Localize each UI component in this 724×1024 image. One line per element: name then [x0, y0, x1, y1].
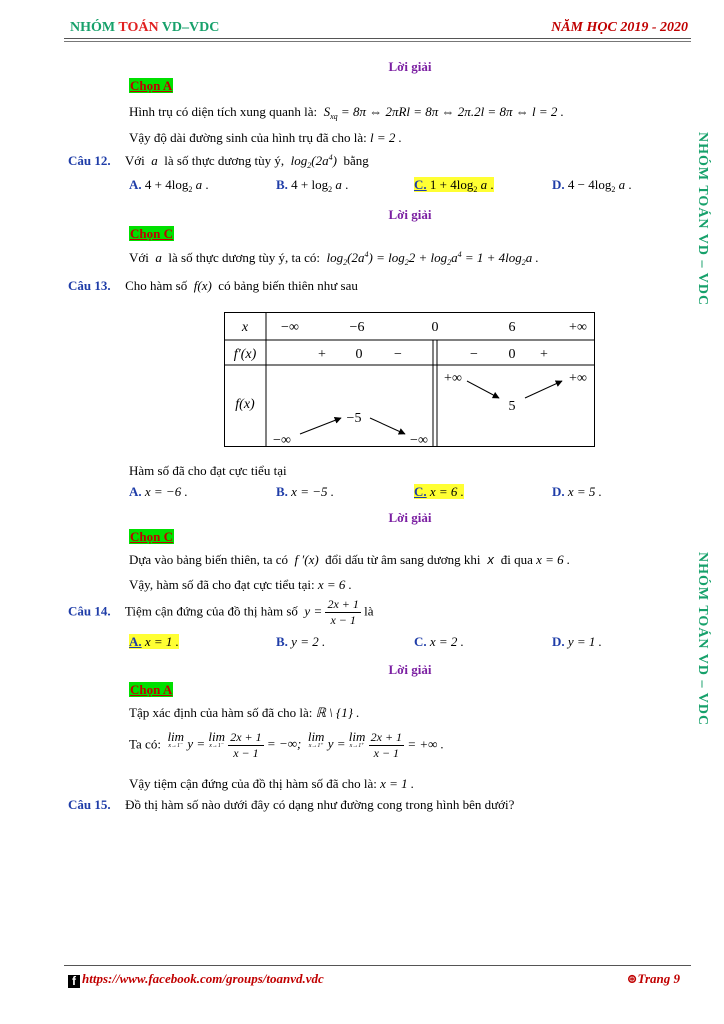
side-label-bottom: NHÓM TOÁN VD – VDC — [695, 552, 710, 727]
q14-sol-line2: Ta có: lim x→1⁻ y = lim x→1⁻ $\frac{2x + 1}{x - 1}$ = −∞; lim x→1⁺ y = lim x→1⁺ $\frac{2x + 1}{x - 1}$ = +∞ . — [129, 729, 444, 760]
q14-option-d-letter: D. — [552, 634, 565, 649]
header-group-c: VD–VDC — [161, 20, 220, 35]
q12-option-c-letter: C. — [414, 177, 427, 192]
table-x-value: 6 — [508, 320, 516, 335]
q14-sol1-a: Tập xác định của hàm số đã cho là: — [129, 705, 313, 720]
q13-sol-line1: Dựa vào bảng biến thiên, ta có f ′(x) đổi dấu từ âm sang dương khi x đi qua x = 6 . — [129, 552, 571, 567]
header-group-name — [70, 20, 219, 36]
q12-option-d: D. $4 - 4\log_2$ a . — [552, 177, 632, 194]
q11-line1-text: Hình trụ có diện tích xung quanh là: — [129, 104, 318, 119]
q13-option-d — [552, 484, 602, 500]
table-f-value: 5 — [508, 399, 516, 414]
table-x-value: 0 — [431, 320, 439, 335]
table-fprime-label: f′(x) — [233, 347, 257, 362]
table-arrow-down — [370, 418, 405, 434]
q15-stem — [68, 797, 514, 813]
table-x-value: +∞ — [569, 320, 587, 335]
table-sign: + — [318, 347, 326, 362]
footer-url[interactable]: https://www.facebook.com/groups/toanvd.vdc — [82, 971, 324, 986]
q14-option-c-text: x = 2 . — [429, 634, 464, 649]
q12-option-b: B. $4 + \log_2 a$ . — [276, 177, 349, 194]
q13-stem: Câu 13. Cho hàm số f(x) có bảng biến thiên như sau — [68, 278, 358, 293]
q12-option-a-letter: A. — [129, 177, 142, 192]
header-rule — [64, 38, 691, 39]
table-f-value: −∞ — [273, 433, 291, 447]
q13-question: Hàm số đã cho đạt cực tiểu tại — [129, 463, 287, 478]
q14-option-b-letter: B. — [276, 634, 288, 649]
q14-stem-a: Tiệm cận đứng của đồ thị hàm số — [124, 603, 298, 619]
q13-sol2-b: x = 6 . — [317, 577, 352, 592]
q13-sol2-a: Vậy, hàm số đã cho đạt cực tiểu tại: — [129, 577, 315, 592]
q14-sol-line3 — [129, 776, 414, 792]
table-x-value: −6 — [349, 320, 365, 335]
header-year: NĂM HỌC 2019 - 2020 — [551, 20, 688, 35]
table-sign: 0 — [508, 347, 516, 362]
q14-sol3-b: x = 1 . — [380, 776, 415, 791]
q14-stem-b: là — [364, 603, 374, 619]
table-sign: − — [470, 347, 478, 362]
q14-option-d — [552, 634, 602, 650]
solution-title: Lời giải — [388, 207, 432, 222]
table-arrow-up — [300, 418, 341, 434]
q13-option-b-text: x = −5 . — [291, 484, 334, 499]
table-f-value: −∞ — [410, 433, 428, 447]
footer-page-number: Trang 9 — [637, 971, 680, 986]
choice-label: Chọn A — [130, 78, 173, 93]
table-x-label: x — [241, 320, 249, 335]
q13-option-d-letter: D. — [552, 484, 565, 499]
q14-option-a — [129, 634, 179, 650]
q12-sol-b: là số thực dương tùy ý, ta có: — [168, 250, 321, 265]
q13-sol-line2 — [129, 577, 352, 593]
table-sign: − — [394, 347, 402, 362]
q12-stem-c: bằng — [343, 153, 369, 168]
variation-table — [224, 312, 595, 447]
q14-sol2-a: Ta có: — [129, 736, 161, 752]
q13-stem-b: có bảng biến thiên như sau — [218, 278, 358, 293]
q13-option-c — [414, 484, 464, 500]
q12-option-b-text: 4 + log — [291, 177, 329, 192]
choice-label: Chọn A — [130, 682, 173, 697]
q14-sol3-a: Vậy tiệm cận đứng của đồ thị hàm số đã cho là: — [129, 776, 377, 791]
table-f-value: +∞ — [444, 371, 462, 386]
q14-option-b — [276, 634, 325, 650]
q14-sol1-b: ℝ \ {1} . — [315, 705, 360, 720]
q13-option-c-text: x = 6 . — [429, 484, 464, 499]
page-icon: ⊛ — [626, 971, 638, 986]
solution-title: Lời giải — [388, 59, 432, 74]
q13-option-a — [129, 484, 188, 500]
q14-option-d-text: y = 1 . — [567, 634, 602, 649]
q13-stem-a: Cho hàm số — [125, 278, 188, 293]
q12-option-b-letter: B. — [276, 177, 288, 192]
footer-rule — [64, 965, 691, 966]
table-arrow-up — [525, 381, 562, 398]
q15-stem-text: Đồ thị hàm số nào dưới đây có dạng như đường cong trong hình bên dưới? — [125, 797, 515, 812]
q14-option-b-text: y = 2 . — [291, 634, 326, 649]
solution-title: Lời giải — [388, 510, 432, 525]
table-f-value: +∞ — [569, 371, 587, 386]
q12-option-a: A. $4 + 4\log_2$ a . — [129, 177, 209, 194]
table-x-value: −∞ — [281, 320, 299, 335]
q13-sol1-b: đổi dấu từ âm sang dương khi — [325, 552, 481, 567]
q13-sol1-d: x = 6 . — [536, 552, 571, 567]
q14-stem: Câu 14. Tiệm cận đứng của đồ thị hàm số y = $\frac{2x + 1}{x - 1}$ là — [68, 597, 374, 627]
q14-option-c — [414, 634, 464, 650]
q13-sol1-a: Dựa vào bảng biến thiên, ta có — [129, 552, 289, 567]
q14-number: Câu 14. — [68, 603, 111, 619]
table-f-value: −5 — [346, 411, 362, 426]
header-group-b: TOÁN — [118, 20, 159, 35]
q12-stem-b: là số thực dương tùy ý, — [164, 153, 285, 168]
q12-sol-a: Với — [129, 250, 149, 265]
header-rule-thin — [64, 41, 691, 42]
choice-label: Chọn C — [130, 529, 173, 544]
table-arrow-down — [467, 381, 499, 398]
q12-option-d-letter: D. — [552, 177, 565, 192]
q12-number: Câu 12. — [68, 153, 111, 168]
footer-link[interactable] — [68, 971, 324, 988]
q11-line1: Hình trụ có diện tích xung quanh là: $S_{xq} = 8\pi$ ⇔ 2πRl = 8π ⇔ 2π.2l = 8π ⇔ l = 2 . — [129, 104, 564, 121]
table-f-label: f(x) — [235, 397, 255, 412]
q11-line1-math: = 8π ⇔ 2πRl = 8π ⇔ 2π.2l = 8π ⇔ l = 2 . — [340, 104, 564, 119]
q12-option-c: C. $1 + 4\log_2$ a . — [414, 177, 494, 194]
q14-option-a-letter: A. — [129, 634, 142, 649]
q14-option-c-letter: C. — [414, 634, 427, 649]
q13-option-d-text: x = 5 . — [567, 484, 602, 499]
q11-line2 — [129, 130, 402, 146]
choice-label: Chọn C — [130, 226, 173, 241]
q13-option-c-letter: C. — [414, 484, 427, 499]
q12-option-c-text: 1 + 4log — [429, 177, 474, 192]
facebook-icon: f — [68, 975, 80, 988]
q13-option-a-letter: A. — [129, 484, 142, 499]
q11-line2-math: l = 2 . — [370, 130, 402, 145]
side-label-top: NHÓM TOÁN VD – VDC — [695, 132, 710, 307]
table-sign: + — [540, 347, 548, 362]
q13-option-a-text: x = −6 . — [144, 484, 188, 499]
q12-stem-a: Với — [124, 153, 145, 168]
q12-stem: Câu 12. Với a là số thực dương tùy ý, $\log_2(2a^4)$ bằng — [68, 153, 369, 170]
footer-page — [627, 971, 680, 987]
q12-option-d-text: 4 − 4log — [567, 177, 612, 192]
q15-number: Câu 15. — [68, 797, 111, 812]
header-group-a: NHÓM — [70, 20, 116, 35]
q13-sol1-c: đi qua — [500, 552, 533, 567]
table-sign: 0 — [355, 347, 363, 362]
q13-option-b — [276, 484, 334, 500]
q14-sol-line1 — [129, 705, 359, 721]
q13-number: Câu 13. — [68, 278, 111, 293]
q14-option-a-text: x = 1 . — [144, 634, 179, 649]
q12-option-a-text: 4 + 4log — [144, 177, 189, 192]
q11-line2-text: Vậy độ dài đường sinh của hình trụ đã cho là: — [129, 130, 367, 145]
q13-option-b-letter: B. — [276, 484, 288, 499]
q12-solution: Với a là số thực dương tùy ý, ta có: $\log_2(2a^4) = \log_22 + \log_2a^4 = 1 + 4\log_2a$ . — [129, 250, 539, 267]
solution-title: Lời giải — [388, 662, 432, 677]
